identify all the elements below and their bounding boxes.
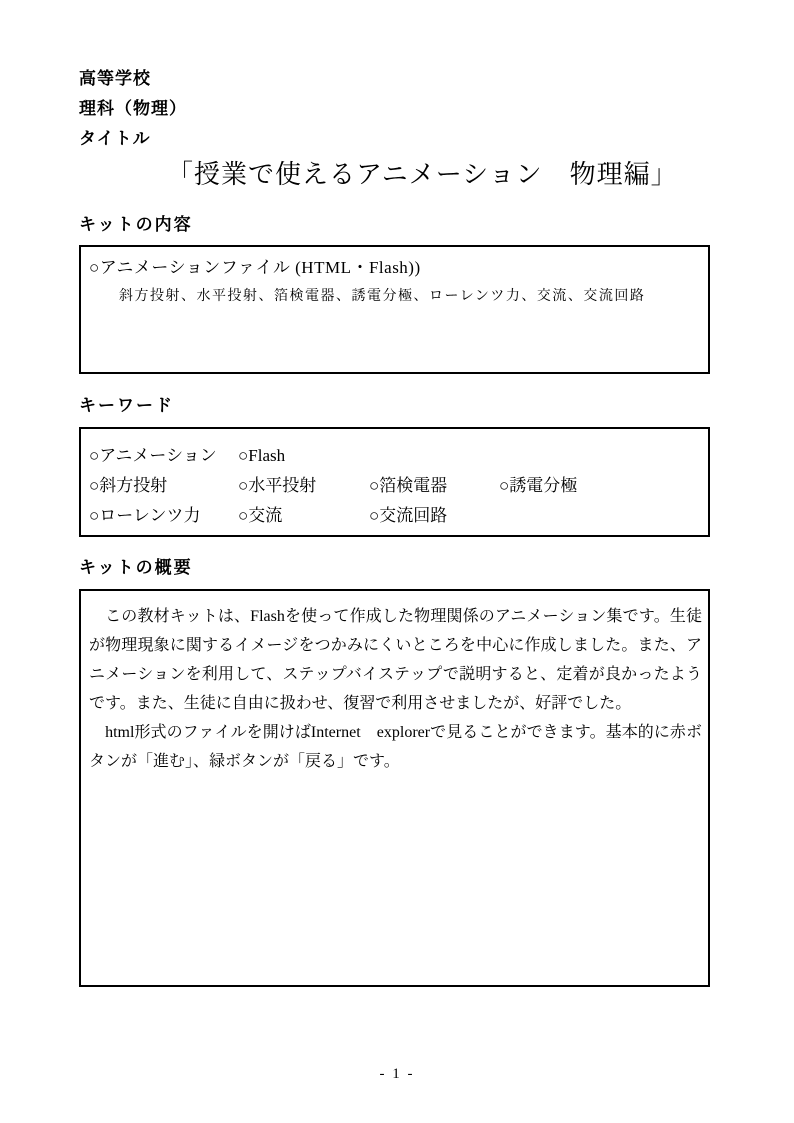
summary-paragraph: この教材キットは、Flashを使って作成した物理関係のアニメーション集です。生徒が物理現象に関するイメージをつかみにくいところを中心に作成しました。また、アニメーションを利用して、ステップバイステップで説明すると、定着が良かったようです。また、生徒に自由に扱わせ、復習で利用させましたが、好評でした。 xyxy=(89,608,702,712)
keyword-item xyxy=(499,501,708,531)
section-heading-kit-summary: キットの概要 xyxy=(79,558,193,577)
keyword-item: ○Flash xyxy=(238,446,286,465)
keyword-item xyxy=(369,441,499,471)
subject-line: 理科（物理） xyxy=(79,99,187,118)
keyword-item: ○アニメーション xyxy=(89,446,217,465)
document-title: 「授業で使えるアニメーション 物理編」 xyxy=(167,159,678,189)
kit-contents-box xyxy=(79,245,710,374)
section-heading-keywords: キーワード xyxy=(79,396,174,415)
title-label-line: タイトル xyxy=(79,129,151,148)
keyword-item: ○斜方投射 xyxy=(89,476,168,495)
keywords-box xyxy=(79,427,710,537)
keyword-item: ○交流回路 xyxy=(369,506,448,525)
keyword-item: ○水平投射 xyxy=(238,476,317,495)
keywords-row xyxy=(89,471,708,501)
keyword-item: ○ローレンツ力 xyxy=(89,506,201,525)
keywords-row xyxy=(89,441,708,471)
document-content xyxy=(79,64,710,987)
keyword-item: ○交流 xyxy=(238,506,283,525)
page-number: - 1 - xyxy=(379,1066,415,1082)
keyword-item xyxy=(499,441,708,471)
section-heading-kit-contents: キットの内容 xyxy=(79,215,193,234)
school-type-line: 高等学校 xyxy=(79,69,151,88)
kit-summary-box xyxy=(79,589,710,987)
keyword-item: ○箔検電器 xyxy=(369,476,448,495)
keywords-row xyxy=(89,501,708,531)
contents-file-line: ○アニメーションファイル (HTML・Flash)) xyxy=(89,258,421,277)
summary-paragraph: html形式のファイルを開けばInternet explorerで見ることができます。基本的に赤ボタンが「進む」、緑ボタンが「戻る」です。 xyxy=(89,724,702,770)
contents-items-line: 斜方投射、水平投射、箔検電器、誘電分極、ローレンツ力、交流、交流回路 xyxy=(119,289,646,304)
keyword-item: ○誘電分極 xyxy=(499,476,578,495)
